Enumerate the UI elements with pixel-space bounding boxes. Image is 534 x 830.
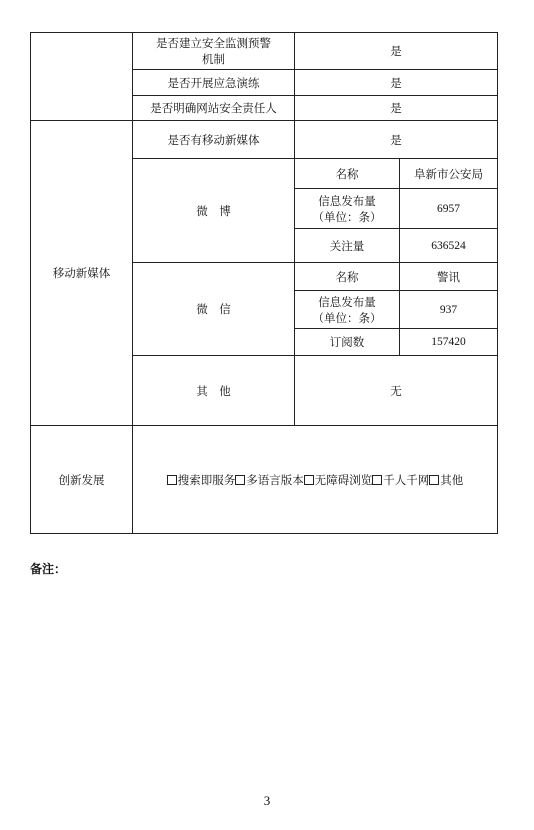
weixin-sub-label: 订阅数	[295, 329, 400, 356]
checkbox-icon[interactable]	[372, 475, 382, 485]
row-monitoring	[31, 33, 498, 70]
weibo-name-label: 名称	[295, 159, 400, 189]
report-table	[30, 32, 498, 534]
monitoring-label: 是否建立安全监测预警机制	[133, 33, 295, 70]
option-personalized[interactable]: 千人千网	[372, 473, 429, 487]
innovation-label: 创新发展	[31, 426, 133, 534]
weixin-label: 微 信	[133, 263, 295, 356]
weixin-count-value: 937	[400, 291, 498, 329]
other-label: 其 他	[133, 356, 295, 426]
innovation-options	[133, 426, 498, 534]
has-mobile-value: 是	[295, 121, 498, 159]
responsible-value: 是	[295, 96, 498, 121]
drill-label: 是否开展应急演练	[133, 70, 295, 96]
checkbox-icon[interactable]	[167, 475, 177, 485]
weibo-follow-label: 关注量	[295, 229, 400, 263]
weibo-follow-value: 636524	[400, 229, 498, 263]
mobile-section-label: 移动新媒体	[31, 121, 133, 426]
weixin-name-value: 警讯	[400, 263, 498, 291]
checkbox-icon[interactable]	[235, 475, 245, 485]
option-accessible[interactable]: 无障碍浏览	[304, 473, 373, 487]
option-other[interactable]: 其他	[429, 473, 463, 487]
weixin-count-label: 信息发布量（单位：条）	[295, 291, 400, 329]
checkbox-icon[interactable]	[429, 475, 439, 485]
other-value: 无	[295, 356, 498, 426]
option-search[interactable]: 搜索即服务	[167, 473, 236, 487]
page-number: 3	[263, 793, 271, 808]
row-has-mobile	[31, 121, 498, 159]
has-mobile-label: 是否有移动新媒体	[133, 121, 295, 159]
monitoring-value: 是	[295, 33, 498, 70]
weibo-name-value: 阜新市公安局	[400, 159, 498, 189]
drill-value: 是	[295, 70, 498, 96]
weixin-name-label: 名称	[295, 263, 400, 291]
note-label: 备注：	[30, 562, 67, 576]
weixin-sub-value: 157420	[400, 329, 498, 356]
weibo-count-label: 信息发布量（单位：条）	[295, 189, 400, 229]
checkbox-icon[interactable]	[304, 475, 314, 485]
weibo-count-value: 6957	[400, 189, 498, 229]
weibo-label: 微 博	[133, 159, 295, 263]
row-innovation	[31, 426, 498, 534]
responsible-label: 是否明确网站安全责任人	[133, 96, 295, 121]
option-multilang[interactable]: 多语言版本	[235, 473, 304, 487]
section-blank-cell	[31, 33, 133, 121]
